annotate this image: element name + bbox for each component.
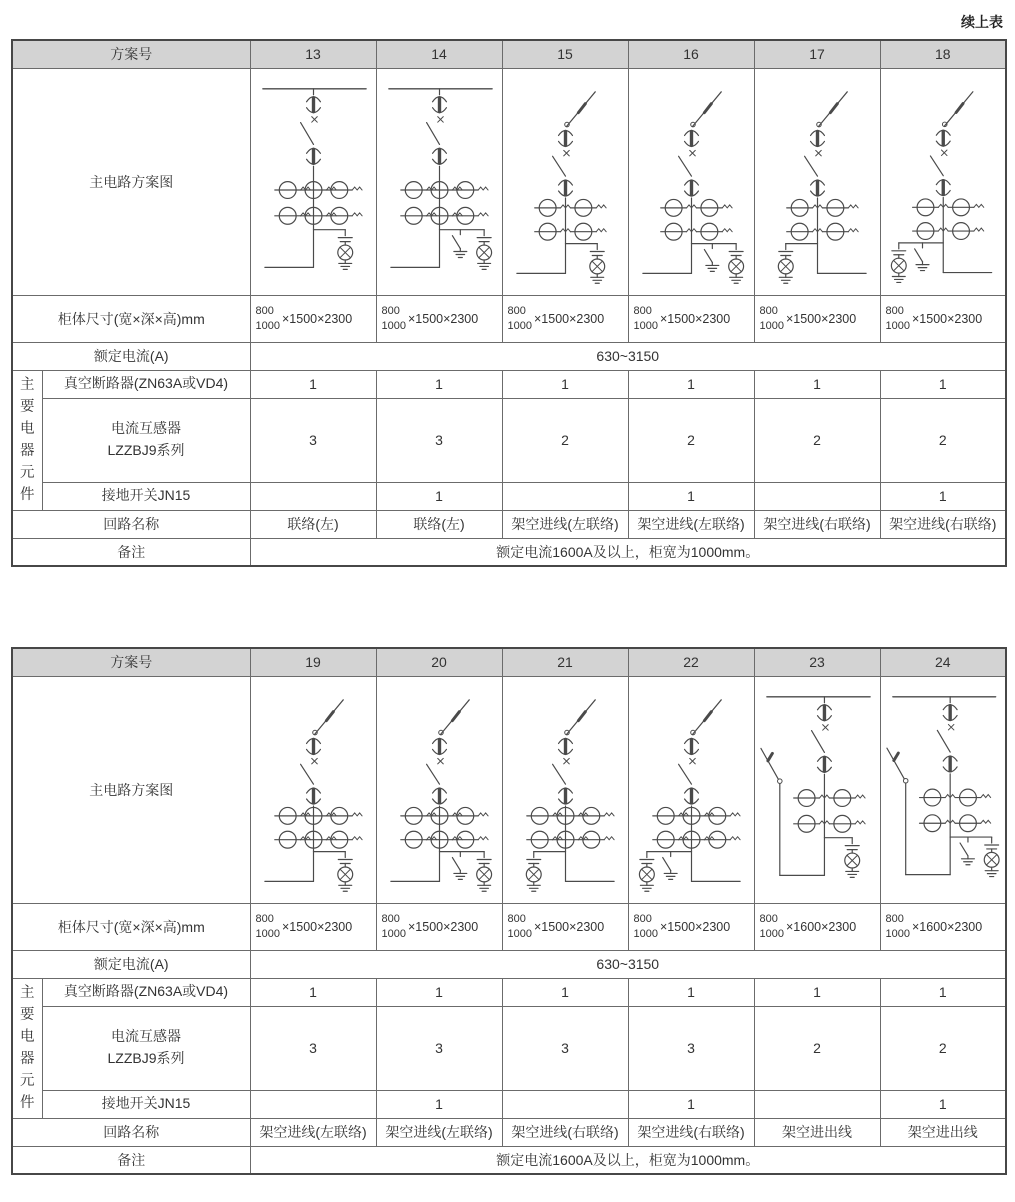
depth-height-suffix: ×1500×2300	[785, 311, 857, 326]
earth-switch-count: 1	[628, 1090, 754, 1118]
width-bottom: 1000	[255, 927, 280, 940]
cabinet-size-label: 柜体尺寸(宽×深×高)mm	[12, 903, 250, 950]
width-bottom: 1000	[759, 319, 784, 332]
circuit-name: 架空进线(右联络)	[880, 510, 1006, 538]
width-bottom: 1000	[381, 319, 406, 332]
single-line-diagram-svg	[629, 677, 754, 902]
scheme-number: 17	[754, 40, 880, 68]
earth-switch-count: 1	[376, 1090, 502, 1118]
ct-count: 2	[754, 398, 880, 482]
single-line-diagram-svg	[881, 69, 1006, 293]
ct-label-line2: LZZBJ9系列	[107, 442, 185, 458]
width-options	[256, 304, 280, 333]
circuit-name-label: 回路名称	[12, 510, 250, 538]
ct-label-line1: 电流互感器	[111, 420, 181, 437]
remark-label: 备注	[12, 1146, 250, 1174]
circuit-diagram	[376, 676, 502, 903]
ct-count: 3	[502, 1006, 628, 1090]
ct-count: 3	[250, 1006, 376, 1090]
circuit-diagram	[250, 68, 376, 295]
circuit-diagram	[502, 676, 628, 903]
circuit-name: 联络(左)	[376, 510, 502, 538]
circuit-name: 架空进线(右联络)	[502, 1118, 628, 1146]
vacuum-breaker-label: 真空断路器(ZN63A或VD4)	[42, 978, 250, 1006]
earth-switch-label: 接地开关JN15	[42, 482, 250, 510]
cabinet-size	[376, 295, 502, 342]
rated-current-label: 额定电流(A)	[12, 342, 250, 370]
scheme-number: 13	[250, 40, 376, 68]
earth-switch-label: 接地开关JN15	[42, 1090, 250, 1118]
width-bottom: 1000	[759, 927, 784, 940]
scheme-spec-table	[11, 647, 1007, 1175]
width-options	[886, 304, 910, 333]
width-top: 800	[507, 913, 526, 926]
single-line-diagram-svg	[251, 69, 376, 294]
width-top: 800	[381, 305, 400, 318]
width-bottom: 1000	[885, 927, 910, 940]
single-line-diagram-svg	[503, 677, 628, 902]
circuit-diagram	[376, 68, 502, 295]
components-group-cell	[12, 978, 42, 1118]
rated-current-value: 630~3150	[250, 342, 1006, 370]
width-bottom: 1000	[507, 319, 532, 332]
width-options	[634, 912, 658, 941]
breaker-count: 1	[502, 370, 628, 398]
breaker-count: 1	[628, 370, 754, 398]
width-top: 800	[507, 305, 526, 318]
circuit-diagram	[628, 68, 754, 295]
earth-switch-count	[754, 482, 880, 510]
earth-switch-count: 1	[376, 482, 502, 510]
scheme-number: 18	[880, 40, 1006, 68]
single-line-diagram-svg	[503, 69, 628, 294]
cabinet-size	[880, 903, 1006, 950]
width-options	[886, 912, 910, 941]
width-options	[508, 304, 532, 333]
depth-height-suffix: ×1500×2300	[659, 919, 731, 934]
earth-switch-count	[250, 482, 376, 510]
width-bottom: 1000	[633, 319, 658, 332]
circuit-diagram	[880, 676, 1006, 903]
circuit-diagram	[754, 68, 880, 295]
scheme-no-label: 方案号	[12, 648, 250, 676]
width-options	[256, 912, 280, 941]
ct-count: 3	[250, 398, 376, 482]
width-top: 800	[255, 305, 274, 318]
width-top: 800	[633, 305, 652, 318]
breaker-count: 1	[250, 978, 376, 1006]
depth-height-suffix: ×1500×2300	[281, 311, 353, 326]
rated-current-label: 额定电流(A)	[12, 950, 250, 978]
width-options	[382, 912, 406, 941]
ct-count: 3	[376, 1006, 502, 1090]
breaker-count: 1	[754, 978, 880, 1006]
remark-text: 额定电流1600A及以上，柜宽为1000mm。	[250, 1146, 1006, 1174]
width-top: 800	[381, 913, 400, 926]
cabinet-size	[502, 295, 628, 342]
width-bottom: 1000	[255, 319, 280, 332]
scheme-number: 14	[376, 40, 502, 68]
breaker-count: 1	[376, 978, 502, 1006]
cabinet-size	[250, 903, 376, 950]
single-line-diagram-svg	[629, 69, 754, 294]
scheme-number: 15	[502, 40, 628, 68]
single-line-diagram-svg	[377, 677, 502, 902]
earth-switch-count: 1	[628, 482, 754, 510]
circuit-name-label: 回路名称	[12, 1118, 250, 1146]
breaker-count: 1	[376, 370, 502, 398]
ct-count: 2	[502, 398, 628, 482]
components-group-label: 主要电器元件	[20, 377, 35, 503]
scheme-table-19-24-host	[11, 647, 1005, 1175]
ct-count: 2	[880, 398, 1006, 482]
width-options	[760, 304, 784, 333]
width-options	[382, 304, 406, 333]
breaker-count: 1	[250, 370, 376, 398]
cabinet-size	[502, 903, 628, 950]
breaker-count: 1	[502, 978, 628, 1006]
circuit-name: 架空进线(左联络)	[376, 1118, 502, 1146]
scheme-number: 23	[754, 648, 880, 676]
depth-height-suffix: ×1600×2300	[785, 919, 857, 934]
single-line-diagram-svg	[881, 677, 1006, 901]
main-diagram-label: 主电路方案图	[12, 676, 250, 903]
breaker-count: 1	[880, 370, 1006, 398]
current-transformer-label	[42, 1006, 250, 1090]
circuit-name: 架空进线(左联络)	[250, 1118, 376, 1146]
ct-count: 2	[880, 1006, 1006, 1090]
width-top: 800	[885, 913, 904, 926]
scheme-table-13-18-host	[11, 39, 1005, 567]
ct-count: 3	[376, 398, 502, 482]
remark-label: 备注	[12, 538, 250, 566]
single-line-diagram-svg	[377, 69, 502, 294]
ct-label-line2: LZZBJ9系列	[107, 1050, 185, 1066]
cabinet-size	[880, 295, 1006, 342]
depth-height-suffix: ×1500×2300	[533, 919, 605, 934]
width-options	[760, 912, 784, 941]
circuit-name: 架空进线(右联络)	[628, 1118, 754, 1146]
width-top: 800	[885, 305, 904, 318]
scheme-no-label: 方案号	[12, 40, 250, 68]
earth-switch-count	[502, 482, 628, 510]
breaker-count: 1	[628, 978, 754, 1006]
circuit-name: 架空进出线	[880, 1118, 1006, 1146]
circuit-name: 架空进线(左联络)	[628, 510, 754, 538]
vacuum-breaker-label: 真空断路器(ZN63A或VD4)	[42, 370, 250, 398]
components-group-label: 主要电器元件	[20, 985, 35, 1111]
width-options	[634, 304, 658, 333]
circuit-name: 架空进线(右联络)	[754, 510, 880, 538]
main-diagram-label: 主电路方案图	[12, 68, 250, 295]
circuit-name: 架空进出线	[754, 1118, 880, 1146]
width-bottom: 1000	[633, 927, 658, 940]
circuit-diagram	[754, 676, 880, 903]
scheme-number: 24	[880, 648, 1006, 676]
circuit-diagram	[250, 676, 376, 903]
width-top: 800	[759, 305, 778, 318]
depth-height-suffix: ×1500×2300	[911, 311, 983, 326]
depth-height-suffix: ×1500×2300	[407, 919, 479, 934]
width-top: 800	[633, 913, 652, 926]
single-line-diagram-svg	[755, 677, 880, 902]
circuit-diagram	[880, 68, 1006, 295]
scheme-number: 19	[250, 648, 376, 676]
width-top: 800	[255, 913, 274, 926]
circuit-diagram	[502, 68, 628, 295]
current-transformer-label	[42, 398, 250, 482]
depth-height-suffix: ×1500×2300	[281, 919, 353, 934]
width-bottom: 1000	[381, 927, 406, 940]
depth-height-suffix: ×1600×2300	[911, 919, 983, 934]
scheme-number: 20	[376, 648, 502, 676]
scheme-spec-table	[11, 39, 1007, 567]
scheme-number: 21	[502, 648, 628, 676]
single-line-diagram-svg	[251, 677, 376, 902]
remark-text: 额定电流1600A及以上，柜宽为1000mm。	[250, 538, 1006, 566]
circuit-name: 架空进线(左联络)	[502, 510, 628, 538]
width-top: 800	[759, 913, 778, 926]
cabinet-size	[628, 295, 754, 342]
single-line-diagram-svg	[755, 69, 880, 294]
cabinet-size	[376, 903, 502, 950]
width-bottom: 1000	[507, 927, 532, 940]
ct-label-line1: 电流互感器	[111, 1028, 181, 1045]
ct-count: 2	[628, 398, 754, 482]
earth-switch-count	[250, 1090, 376, 1118]
earth-switch-count	[502, 1090, 628, 1118]
width-bottom: 1000	[885, 319, 910, 332]
cabinet-size-label: 柜体尺寸(宽×深×高)mm	[12, 295, 250, 342]
cabinet-size	[754, 295, 880, 342]
cabinet-size	[754, 903, 880, 950]
circuit-diagram	[628, 676, 754, 903]
scheme-number: 22	[628, 648, 754, 676]
scheme-number: 16	[628, 40, 754, 68]
earth-switch-count: 1	[880, 482, 1006, 510]
ct-count: 2	[754, 1006, 880, 1090]
ct-count: 3	[628, 1006, 754, 1090]
table-gap	[11, 567, 1005, 647]
depth-height-suffix: ×1500×2300	[659, 311, 731, 326]
rated-current-value: 630~3150	[250, 950, 1006, 978]
breaker-count: 1	[754, 370, 880, 398]
depth-height-suffix: ×1500×2300	[407, 311, 479, 326]
continued-note: 续上表	[961, 14, 1003, 30]
depth-height-suffix: ×1500×2300	[533, 311, 605, 326]
width-options	[508, 912, 532, 941]
cabinet-size	[628, 903, 754, 950]
cabinet-size	[250, 295, 376, 342]
breaker-count: 1	[880, 978, 1006, 1006]
earth-switch-count	[754, 1090, 880, 1118]
circuit-name: 联络(左)	[250, 510, 376, 538]
earth-switch-count: 1	[880, 1090, 1006, 1118]
components-group-cell	[12, 370, 42, 510]
